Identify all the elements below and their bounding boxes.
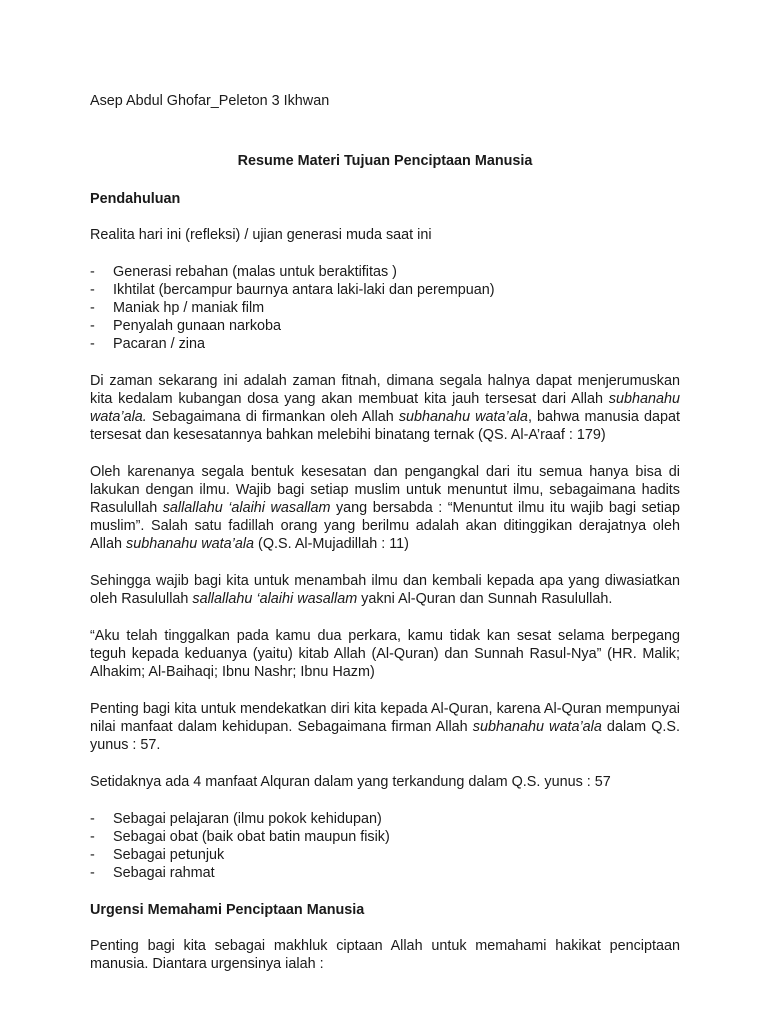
list-item-text: Ikhtilat (bercampur baurnya antara laki-laki dan perempuan) [113, 282, 495, 298]
dash-bullet: - [90, 811, 95, 827]
list-item-text: Pacaran / zina [113, 336, 205, 352]
list-item [90, 864, 680, 882]
paragraph-hadits-quote: “Aku telah tinggalkan pada kamu dua perkara, kamu tidak kan sesat selama berpegang teguh kepada keduanya (yaitu) kitab Allah (Al-Quran) dan Sunnah Rasul-Nya” (HR. Malik; Alhakim; Al-Baihaqi; Ibnu Nashr; Ibnu Hazm) [90, 628, 680, 680]
list-item [90, 263, 680, 281]
text-run: Sehingga wajib bagi kita untuk menambah ilmu dan kembali kepada apa yang diwasiatkan oleh Rasulullah [90, 573, 680, 607]
italic-run: subhanahu wata’ala. [90, 391, 680, 425]
section-heading-pendahuluan: Pendahuluan [90, 191, 181, 207]
document-body [90, 92, 680, 992]
benefit-list [90, 810, 680, 882]
document-title: Resume Materi Tujuan Penciptaan Manusia [237, 153, 533, 169]
dash-bullet: - [90, 847, 95, 863]
list-item-text: Penyalah gunaan narkoba [113, 318, 282, 334]
paragraph-manfaat-quran [90, 700, 680, 754]
list-item [90, 299, 680, 317]
text-run: yakni Al-Quran dan Sunnah Rasulullah. [357, 591, 613, 607]
italic-run: subhanahu wata’ala [398, 409, 528, 425]
paragraph-zaman-fitnah [90, 372, 680, 444]
list-item-text: Generasi rebahan (malas untuk beraktifitas ) [113, 264, 397, 280]
list-item [90, 846, 680, 864]
list-item-text: Sebagai pelajaran (ilmu pokok kehidupan) [113, 811, 382, 827]
list-item [90, 810, 680, 828]
list-item [90, 828, 680, 846]
list-item-text: Sebagai petunjuk [113, 847, 225, 863]
paragraph-menuntut-ilmu [90, 463, 680, 553]
text-run: Di zaman sekarang ini adalah zaman fitnah, dimana segala halnya dapat menjerumuskan kita kedalam kubangan dosa yang akan membuat kita jauh tersesat dari Allah [90, 373, 680, 407]
text-run: dalam Q.S. yunus : 57. [90, 719, 680, 753]
text-run: Penting bagi kita untuk mendekatkan diri kita kepada Al-Quran, karena Al-Quran mempunyai nilai manfaat dalam kehidupan. Sebagaimana firman Allah [90, 701, 680, 735]
dash-bullet: - [90, 336, 95, 352]
section-heading-urgensi: Urgensi Memahami Penciptaan Manusia [90, 902, 365, 918]
list-item-text: Sebagai rahmat [113, 865, 215, 881]
dash-bullet: - [90, 865, 95, 881]
intro-paragraph: Realita hari ini (refleksi) / ujian generasi muda saat ini [90, 227, 432, 243]
list-item-text: Maniak hp / maniak film [113, 300, 265, 316]
text-run: (Q.S. Al-Mujadillah : 11) [254, 536, 409, 552]
dash-bullet: - [90, 264, 95, 280]
italic-run: subhanahu wata’ala [126, 536, 255, 552]
problem-list [90, 263, 680, 353]
dash-bullet: - [90, 282, 95, 298]
text-run: Oleh karenanya segala bentuk kesesatan dan pengangkal dari itu semua hanya bisa di lakukan dengan ilmu. Wajib bagi setiap muslim untuk menuntut ilmu, sebagaimana hadits Rasulullah [90, 464, 680, 516]
italic-run: sallallahu ‘alaihi wasallam [192, 591, 358, 607]
italic-run: subhanahu wata’ala [472, 719, 602, 735]
list-item [90, 281, 680, 299]
list-item [90, 317, 680, 335]
list-item-text: Sebagai obat (baik obat batin maupun fisik) [113, 829, 390, 845]
paragraph-urgensi: Penting bagi kita sebagai makhluk ciptaan Allah untuk memahami hakikat penciptaan manusia. Diantara urgensinya ialah : [90, 938, 680, 972]
text-run: yang bersabda : “Menuntut ilmu itu wajib bagi setiap muslim”. Salah satu fadillah orang yang berilmu adalah akan ditinggikan derajatnya oleh Allah [90, 500, 680, 552]
paragraph-wasiat [90, 572, 680, 608]
text-run: , bahwa manusia dapat tersesat dan kesesatannya bahkan melebihi binatang ternak (QS. Al-A’raaf : 179) [90, 409, 680, 443]
dash-bullet: - [90, 300, 95, 316]
author-line: Asep Abdul Ghofar_Peleton 3 Ikhwan [90, 93, 330, 109]
dash-bullet: - [90, 829, 95, 845]
dash-bullet: - [90, 318, 95, 334]
text-run: Sebagaimana di firmankan oleh Allah [146, 409, 399, 425]
list-item [90, 335, 680, 353]
paragraph-empat-manfaat: Setidaknya ada 4 manfaat Alquran dalam yang terkandung dalam Q.S. yunus : 57 [90, 774, 611, 790]
italic-run: sallallahu ‘alaihi wasallam [162, 500, 331, 516]
